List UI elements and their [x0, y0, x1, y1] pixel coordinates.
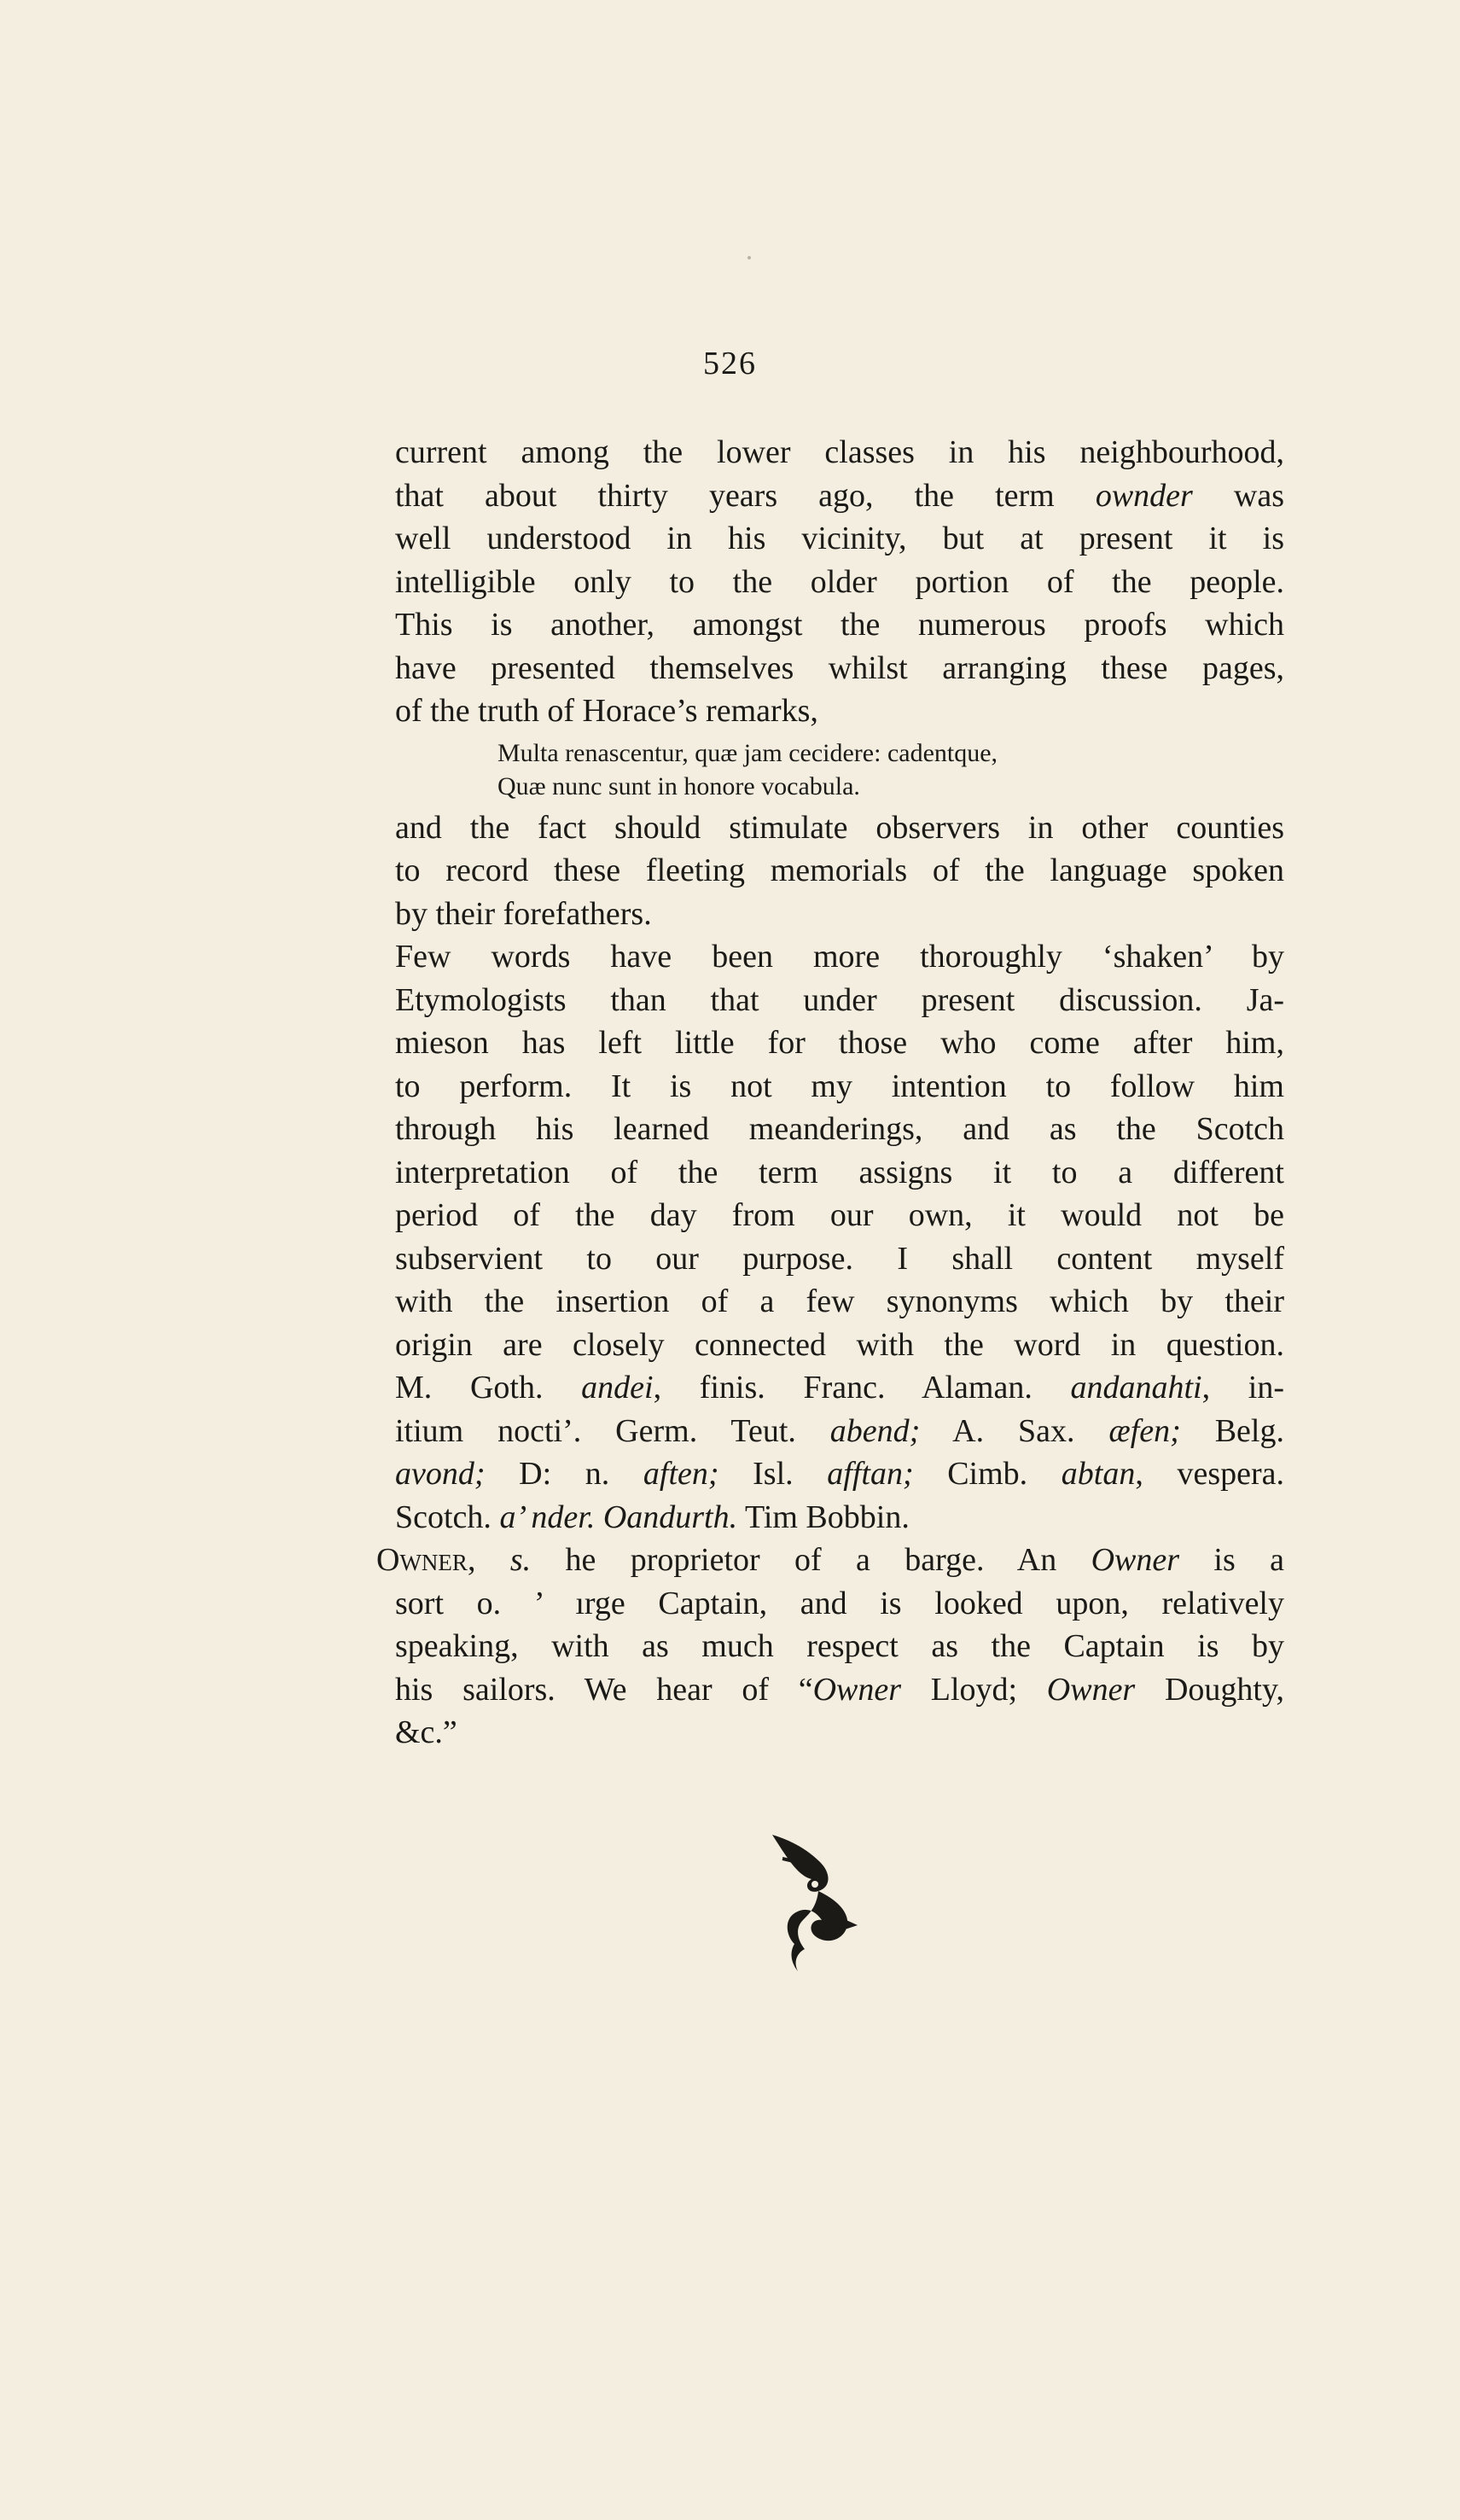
text-line: This is another, amongst the numerous proofs which [395, 607, 1284, 643]
dictionary-entry-line: &c.” [395, 1714, 457, 1750]
body-text [376, 431, 1285, 1755]
dictionary-entry-line: speaking, with as much respect as the Captain is by [395, 1628, 1284, 1664]
printer-ornament-icon [764, 1825, 866, 1978]
page-speck [747, 256, 751, 259]
text-line: that about thirty years ago, the term ownder was [395, 477, 1284, 514]
text-line: Etymologists than that under present discussion. Ja- [395, 981, 1284, 1018]
dictionary-entry-line: Owner, s. he proprietor of a barge. An Owner is a [376, 1542, 1284, 1578]
text-line: interpretation of the term assigns it to a different [395, 1154, 1284, 1190]
text-line: mieson has left little for those who come after him, [395, 1025, 1284, 1061]
verse-quotation [395, 733, 1284, 806]
text-line: with the insertion of a few synonyms which by their [395, 1283, 1284, 1319]
text-line: to perform. It is not my intention to follow him [395, 1068, 1284, 1104]
text-line: Few words have been more thoroughly ‘shaken’ by [395, 939, 1284, 975]
text-line: origin are closely connected with the word in question. [395, 1326, 1284, 1363]
text-line: subservient to our purpose. I shall content myself [395, 1240, 1284, 1277]
text-line: intelligible only to the older portion of the people. [395, 563, 1284, 600]
text-line: well understood in his vicinity, but at present it is [395, 521, 1284, 556]
verse-line: Multa renascentur, quæ jam cecidere: cadentque, [497, 738, 998, 767]
text-line: period of the day from our own, it would not be [395, 1197, 1284, 1233]
text-line: to record these fleeting memorials of the language spoken [395, 853, 1284, 888]
text-line: current among the lower classes in his neighbourhood, [395, 434, 1284, 470]
entry-headword: Owner [376, 1542, 468, 1578]
dictionary-entry-line: sort o. ’ ırge Captain, and is looked upon, relatively [395, 1585, 1284, 1621]
etymology-line: avond; D: n. aften; Isl. afftan; Cimb. abtan, vespera. [395, 1456, 1285, 1492]
dictionary-entry-line: his sailors. We hear of “Owner Lloyd; Owner Doughty, [395, 1671, 1284, 1708]
entry-part-of-speech: s. [509, 1542, 532, 1578]
text-line: have presented themselves whilst arranging these pages, [395, 649, 1284, 686]
text-line: and the fact should stimulate observers in other counties [395, 809, 1284, 846]
page-number: 526 [703, 346, 757, 381]
text-line: by their forefathers. [395, 895, 652, 932]
text-line: through his learned meanderings, and as the Scotch [395, 1111, 1284, 1147]
text-line: of the truth of Horace’s remarks, [395, 693, 818, 729]
verse-line: Quæ nunc sunt in honore vocabula. [497, 771, 860, 800]
etymology-line: Scotch. a’ nder. Oandurth. Tim Bobbin. [395, 1499, 910, 1535]
etymology-line: M. Goth. andei, finis. Franc. Alaman. andanahti, in- [395, 1370, 1284, 1405]
etymology-line: itium nocti’. Germ. Teut. abend; A. Sax. æfen; Belg. [395, 1412, 1284, 1449]
